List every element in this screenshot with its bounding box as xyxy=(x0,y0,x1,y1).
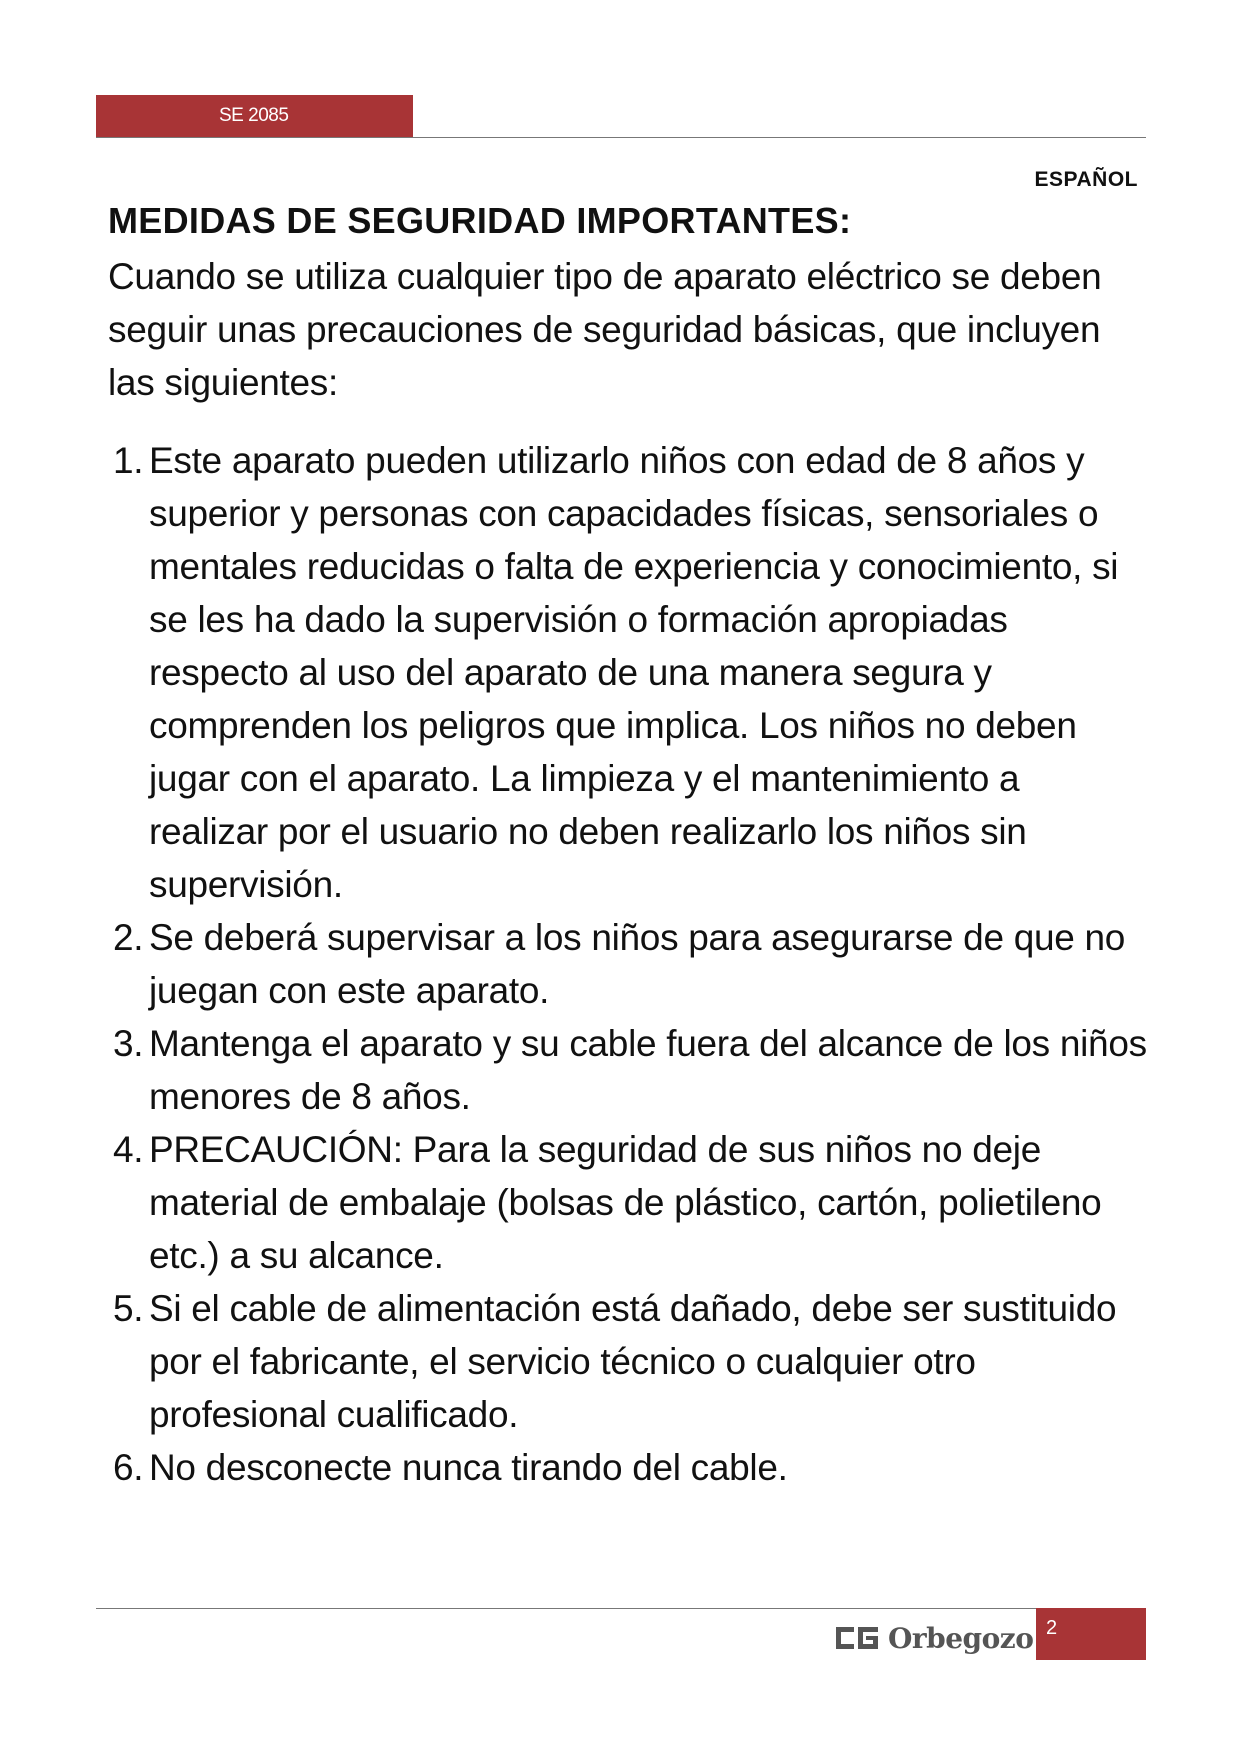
brand-logo xyxy=(836,1618,1033,1658)
list-item-text: No desconecte nunca tirando del cable. xyxy=(149,1447,788,1488)
page-number: 2 xyxy=(1046,1617,1058,1639)
list-item-text: Se deberá supervisar a los niños para asegurarse de que no juegan con este aparato. xyxy=(149,917,1126,1011)
header-divider xyxy=(96,137,1146,138)
safety-list xyxy=(108,434,1148,1494)
list-item-text: PRECAUCIÓN: Para la seguridad de sus niños no deje material de embalaje (bolsas de plástico, cartón, polietileno etc.) a su alcance. xyxy=(149,1129,1102,1276)
list-item-number: 2. xyxy=(113,917,144,958)
list-item-number: 6. xyxy=(113,1447,144,1488)
list-item-number: 3. xyxy=(113,1023,144,1064)
footer-divider xyxy=(96,1608,1146,1609)
model-number: SE 2085 xyxy=(219,105,289,126)
brand-wordmark: Orbegozo xyxy=(888,1621,1034,1655)
list-item xyxy=(108,1017,1148,1123)
list-item-number: 5. xyxy=(113,1288,144,1329)
intro-paragraph: Cuando se utiliza cualquier tipo de aparato eléctrico se deben seguir unas precauciones de seguridad básicas, que incluyen las siguientes: xyxy=(108,256,1102,403)
document-body xyxy=(108,196,1148,1494)
list-item xyxy=(108,1123,1148,1282)
list-item-text: Si el cable de alimentación está dañado, debe ser sustituido por el fabricante, el servicio técnico o cualquier otro profesional cualificado. xyxy=(149,1288,1117,1435)
page-title: MEDIDAS DE SEGURIDAD IMPORTANTES: xyxy=(108,200,852,241)
language-label: ESPAÑOL xyxy=(1034,168,1138,191)
list-item xyxy=(108,1441,1148,1494)
list-item xyxy=(108,1282,1148,1441)
list-item xyxy=(108,911,1148,1017)
page-number-box xyxy=(1036,1608,1146,1660)
list-item-number: 1. xyxy=(113,440,144,481)
model-header-tab xyxy=(96,95,413,137)
brand-mark-icon xyxy=(836,1627,878,1649)
list-item xyxy=(108,434,1148,911)
list-item-text: Este aparato pueden utilizarlo niños con edad de 8 años y superior y personas con capacidades físicas, sensoriales o mentales reducidas o falta de experiencia y conocimiento, si se les ha dado la supervisión o formación apropiadas respecto al uso del aparato de una manera segura y comprenden los peligros que implica. Los niños no deben jugar con el aparato. La limpieza y el mantenimiento a realizar por el usuario no deben realizarlo los niños sin supervisión. xyxy=(149,440,1119,905)
list-item-number: 4. xyxy=(113,1129,144,1170)
list-item-text: Mantenga el aparato y su cable fuera del alcance de los niños menores de 8 años. xyxy=(149,1023,1147,1117)
